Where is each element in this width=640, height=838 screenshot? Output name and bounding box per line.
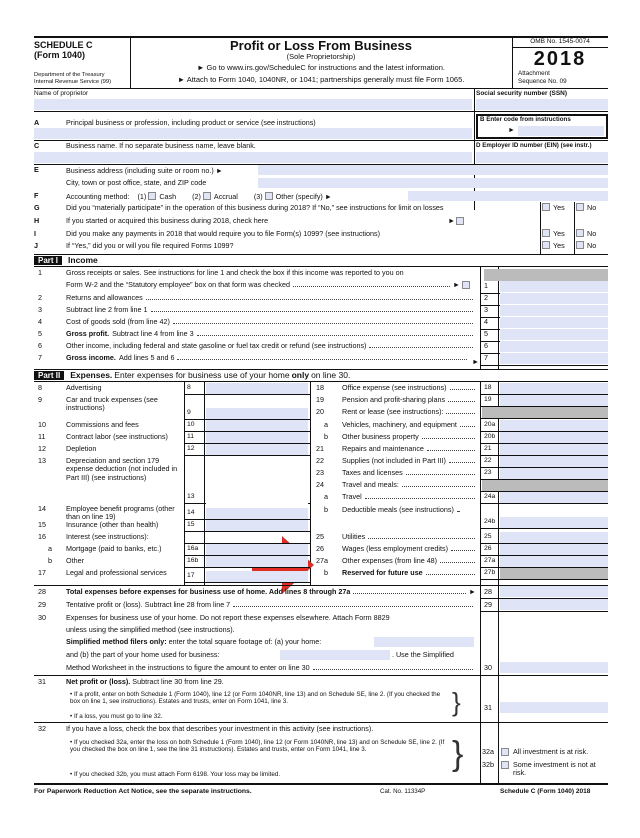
business-name-field[interactable] xyxy=(34,152,472,163)
line-30-business-label: and (b) the part of your home used for business: xyxy=(66,650,220,659)
part-1-title: Income xyxy=(68,255,98,265)
expense-24a-box-label: 24a xyxy=(484,493,496,500)
home-sqft-field[interactable] xyxy=(374,637,474,647)
cash-checkbox[interactable] xyxy=(148,192,156,200)
expense-11-field[interactable] xyxy=(206,432,308,443)
expense-20b-label: Other business property xyxy=(342,432,419,441)
ein-field[interactable] xyxy=(476,152,608,163)
expense-18-label: Office expense (see instructions) xyxy=(342,383,447,392)
expense-11-box-label: 11 xyxy=(187,433,195,440)
method-1-label: (1) xyxy=(137,192,147,201)
omb-number: OMB No. 1545-0074 xyxy=(530,38,590,45)
schedule-label: SCHEDULE C xyxy=(34,40,93,50)
net-profit-label: Net profit or (loss). xyxy=(66,677,131,686)
line-5-text: Gross profit. xyxy=(66,329,110,338)
proprietor-name-label: Name of proprietor xyxy=(34,90,89,97)
line-3-number: 3 xyxy=(38,305,42,314)
line-11-number: 11 xyxy=(38,432,46,441)
form-title: Profit or Loss From Business xyxy=(229,38,413,53)
line-6-text: Other income, including federal and state gasoline or fuel tax credit or refund (see instructions) xyxy=(66,341,367,350)
line-3-row xyxy=(66,306,476,314)
line-5-amount-field[interactable] xyxy=(500,329,608,340)
line-20-number: 20 xyxy=(316,407,324,416)
expense-9-field[interactable] xyxy=(206,408,308,419)
principal-business-field[interactable] xyxy=(34,128,472,139)
line-27a-number: 27a xyxy=(316,556,328,565)
expense-row-20a xyxy=(342,421,478,429)
line-i-label: I xyxy=(34,229,36,238)
line-29-text: Tentative profit or (loss). Subtract line 28 from line 7 xyxy=(66,600,231,609)
business-address-field[interactable] xyxy=(258,165,608,175)
all-at-risk-label: All investment is at risk. xyxy=(513,747,589,756)
line-28-number: 28 xyxy=(38,587,46,596)
line-15-number: 15 xyxy=(38,520,46,529)
form-subtitle: (Sole Proprietorship) xyxy=(286,52,356,61)
expense-20a-label: Vehicles, machinery, and equipment xyxy=(342,420,457,429)
expense-22-box-label: 22 xyxy=(484,457,492,464)
accounting-method-label: Accounting method: xyxy=(66,192,130,201)
instruction-line-1: ► Go to www.irs.gov/ScheduleC for instructions and the latest information. xyxy=(197,63,445,72)
brace-icon: } xyxy=(452,687,461,717)
part-2-header xyxy=(34,370,350,380)
expense-9-box-label: 9 xyxy=(187,409,191,416)
line-3-box-label: 3 xyxy=(484,305,488,314)
line-24-number: 24 xyxy=(316,480,324,489)
expense-row-26 xyxy=(342,545,478,553)
footer-form-name: Schedule C (Form 1040) 2018 xyxy=(500,788,591,795)
expense-19-box-label: 19 xyxy=(484,396,492,403)
line-1-text: Gross receipts or sales. See instructions for line 1 and check the box if this income was reported to you on xyxy=(66,268,404,277)
line-31-loss-text: • If a loss, you must go to line 32. xyxy=(70,713,163,720)
line-4-box-label: 4 xyxy=(484,317,488,326)
line-23-number: 23 xyxy=(316,468,324,477)
line-c-label: C xyxy=(34,141,40,150)
expense-16a-label: Mortgage (paid to banks, etc.) xyxy=(66,544,162,553)
line-13-number: 13 xyxy=(38,456,46,465)
expense-24b-box-label: 24b xyxy=(484,518,496,525)
expense-23-label: Taxes and licenses xyxy=(342,468,403,477)
paperwork-notice: For Paperwork Reduction Act Notice, see the separate instructions. xyxy=(34,788,252,795)
line-d-text: D Employer ID number (EIN) (see instr.) xyxy=(476,142,592,149)
expense-16b-box-label: 16b xyxy=(187,557,199,564)
expense-27a-box-label: 27a xyxy=(484,557,496,564)
i-no-checkbox[interactable] xyxy=(576,229,584,237)
line-30-box-label: 30 xyxy=(484,663,492,672)
line-2-text: Returns and allowances xyxy=(66,293,143,302)
business-sqft-field[interactable] xyxy=(280,650,390,660)
line-3-amount-field[interactable] xyxy=(500,305,608,316)
line-30-text: Expenses for business use of your home. Do not report these expenses elsewhere. Attach Form 8829 xyxy=(66,613,390,622)
line-32-text-3: • If you checked 32b, you must attach Form 6198. Your loss may be limited. xyxy=(70,771,281,778)
expense-row-25 xyxy=(342,533,478,541)
line-29-box-label: 29 xyxy=(484,600,492,609)
business-code-field[interactable] xyxy=(518,126,604,136)
part-2-title: Expenses. xyxy=(70,370,113,380)
line-b-text: B Enter code from instructions xyxy=(480,116,571,123)
line-4-row xyxy=(66,318,476,326)
line-26-number: 26 xyxy=(316,544,324,553)
line-31-text: Subtract line 30 from line 29. xyxy=(132,677,224,686)
line-i-text: Did you make any payments in 2018 that would require you to file Form(s) 1099? (see instructions) xyxy=(66,229,381,238)
line-6-number: 6 xyxy=(38,341,42,350)
ssn-field[interactable] xyxy=(476,99,608,110)
expense-17-label: Legal and professional services xyxy=(66,568,167,577)
proprietor-name-field[interactable] xyxy=(34,99,472,110)
arrow-icon: ► xyxy=(508,127,515,134)
expense-26-box-label: 26 xyxy=(484,545,492,552)
expense-19-label: Pension and profit-sharing plans xyxy=(342,395,446,404)
expense-14-label: Employee benefit programs (other than on line 19) xyxy=(66,504,175,522)
line-4-amount-field[interactable] xyxy=(500,317,608,328)
line-b-number: b xyxy=(48,556,52,565)
expense-row-20b xyxy=(342,433,478,441)
expense-26-label: Wages (less employment credits) xyxy=(342,544,448,553)
expense-21-label: Repairs and maintenance xyxy=(342,444,424,453)
expense-15-label: Insurance (other than health) xyxy=(66,520,159,529)
all-at-risk-checkbox[interactable] xyxy=(501,748,509,756)
expense-row-24a xyxy=(342,493,478,501)
expense-12-label: Depletion xyxy=(66,444,97,453)
some-not-at-risk-checkbox[interactable] xyxy=(501,761,509,769)
accrual-label: Accrual xyxy=(213,192,238,201)
brace-icon: } xyxy=(452,735,464,773)
expense-14-field[interactable] xyxy=(206,508,308,519)
line-4-number: 4 xyxy=(38,317,42,326)
line-h-text: If you started or acquired this business during 2018, check here xyxy=(66,216,269,225)
line-j-text: If “Yes,” did you or will you file required Forms 1099? xyxy=(66,241,234,250)
expense-20-label: Rent or lease (see instructions): xyxy=(342,407,444,416)
expense-row-27b xyxy=(342,569,478,577)
line-2-box-label: 2 xyxy=(484,293,488,302)
arrow-icon: ► xyxy=(448,216,456,225)
other-method-field[interactable] xyxy=(408,191,608,201)
expense-row-18 xyxy=(342,384,478,392)
line-2-number: 2 xyxy=(38,293,42,302)
line-24a-number: a xyxy=(324,492,328,501)
expense-8-label: Advertising xyxy=(66,383,102,392)
line-2-row xyxy=(66,294,476,302)
g-yes-checkbox[interactable] xyxy=(542,203,550,211)
i-no-label: No xyxy=(587,229,597,238)
expense-27a-label: Other expenses (from line 48) xyxy=(342,556,438,565)
attachment-label: Attachment xyxy=(518,70,550,77)
expense-row-22 xyxy=(342,457,478,465)
expense-row-27a xyxy=(342,557,478,565)
shaded-cell xyxy=(484,269,608,281)
schedule-c-form xyxy=(34,36,608,804)
expense-24-label: Travel and meals: xyxy=(342,480,399,489)
line-6-amount-field[interactable] xyxy=(500,341,608,352)
other-method-label: Other (specify) ► xyxy=(275,192,332,201)
cash-label: Cash xyxy=(159,192,177,201)
blank-cell xyxy=(206,492,308,504)
line-5-box-label: 5 xyxy=(484,329,488,338)
line-32-number: 32 xyxy=(38,724,46,733)
g-no-checkbox[interactable] xyxy=(576,203,584,211)
line-g-text: Did you “materially participate” in the operation of this business during 2018? If “No,” see instructions for limit on losses xyxy=(66,203,444,212)
line-f-label: F xyxy=(34,191,39,200)
line-17-number: 17 xyxy=(38,568,46,577)
expense-27a-field[interactable] xyxy=(500,556,608,567)
method-3-label: (3) xyxy=(253,192,263,201)
line-22-number: 22 xyxy=(316,456,324,465)
expense-26-field[interactable] xyxy=(500,544,608,555)
part-2-tag: Part II xyxy=(34,371,64,380)
expense-8-box-label: 8 xyxy=(187,384,191,391)
expense-10-field[interactable] xyxy=(206,420,308,431)
expense-19-field[interactable] xyxy=(500,395,608,406)
part-1-header xyxy=(34,255,98,265)
line-5-text-2: Subtract line 4 from line 3 xyxy=(112,329,194,338)
expense-15-box-label: 15 xyxy=(187,521,195,528)
line-j-label: J xyxy=(34,241,38,250)
line-30-home-label: enter the total square footage of: (a) your home: xyxy=(168,637,322,646)
tax-year: 2018 xyxy=(533,48,587,70)
part-2-only: only xyxy=(291,370,310,380)
line-31-profit-text: • If a profit, enter on both Schedule 1 (Form 1040), line 12 (or Form 1040NR, line 13) and on Schedule SE, line 2. (If you checked the box on line 1, see instructions). Estates and trusts, enter on Form 1041, line 3. xyxy=(70,691,441,706)
expense-row-19 xyxy=(342,396,478,404)
arrow-icon: ► xyxy=(452,280,460,289)
expense-20b-field[interactable] xyxy=(500,432,608,443)
expense-8-field[interactable] xyxy=(206,383,308,394)
line-28-text: Total expenses before expenses for business use of home. Add lines 8 through 27a xyxy=(66,587,351,596)
line-1-box-label: 1 xyxy=(484,281,488,290)
expense-24b-label: Deductible meals (see instructions) xyxy=(342,505,454,514)
arrow-icon: ► xyxy=(472,357,480,366)
line-21-number: 21 xyxy=(316,444,324,453)
line-19-number: 19 xyxy=(316,395,324,404)
line-28-field[interactable] xyxy=(500,586,608,597)
line-25-number: 25 xyxy=(316,532,324,541)
line-31-field[interactable] xyxy=(500,702,608,713)
form-label: (Form 1040) xyxy=(34,50,86,60)
line-32b-label: 32b xyxy=(482,760,494,769)
line-7-box-label: 7 xyxy=(484,353,488,362)
instruction-line-2: ► Attach to Form 1040, 1040NR, or 1041; partnerships generally must file Form 1065. xyxy=(177,75,465,84)
expense-13-box-label: 13 xyxy=(187,493,195,500)
line-30-text-2: unless using the simplified method (see instructions). xyxy=(66,625,235,634)
expense-9-label: Car and truck expenses (see instructions) xyxy=(66,395,158,413)
line-7-number: 7 xyxy=(38,353,42,362)
accrual-checkbox[interactable] xyxy=(203,192,211,200)
line-16-number: 16 xyxy=(38,532,46,541)
line-20b-number: b xyxy=(324,432,328,441)
expense-row-24b xyxy=(342,506,462,514)
expense-22-label: Supplies (not included in Part III) xyxy=(342,456,446,465)
expense-24a-label: Travel xyxy=(342,492,362,501)
expense-21-box-label: 21 xyxy=(484,445,492,452)
expense-27b-box-label: 27b xyxy=(484,569,496,576)
line-1-number: 1 xyxy=(38,268,42,277)
expense-24a-field[interactable] xyxy=(500,492,608,503)
statutory-employee-checkbox[interactable] xyxy=(462,281,470,289)
expense-16b-field[interactable] xyxy=(206,556,308,567)
expense-25-box-label: 25 xyxy=(484,533,492,540)
line-a-number: a xyxy=(48,544,52,553)
expense-16b-label: Other xyxy=(66,556,84,565)
line-2-amount-field[interactable] xyxy=(500,293,608,304)
line-a-text: Principal business or profession, including product or service (see instructions) xyxy=(66,118,316,127)
expense-14-box-label: 14 xyxy=(187,509,195,516)
expense-17-field[interactable] xyxy=(206,571,308,582)
line-1-row xyxy=(66,281,462,289)
dept-label: Department of the Treasury xyxy=(34,72,105,78)
line-7-row xyxy=(66,354,470,362)
line-27b-number: b xyxy=(324,568,328,577)
line-29-field[interactable] xyxy=(500,599,608,610)
line-30-simplified-text: . Use the Simplified xyxy=(392,650,454,659)
j-yes-checkbox[interactable] xyxy=(542,241,550,249)
part-2-subtitle-end: on line 30. xyxy=(311,370,351,380)
line-e-label: E xyxy=(34,165,39,174)
catalog-number: Cat. No. 11334P xyxy=(380,788,426,795)
expense-row-20 xyxy=(342,408,478,416)
line-e-text: Business address (including suite or room no.) ► xyxy=(66,166,223,175)
line-32-text: If you have a loss, check the box that describes your investment in this activity (see instructions). xyxy=(66,724,374,733)
expense-23-field[interactable] xyxy=(500,468,608,479)
line-6-row xyxy=(66,342,476,350)
g-yes-label: Yes xyxy=(553,203,565,212)
line-14-number: 14 xyxy=(38,504,46,513)
line-31-number: 31 xyxy=(38,677,46,686)
expense-11-label: Contract labor (see instructions) xyxy=(66,432,168,441)
line-5-row xyxy=(66,330,476,338)
line-g-label: G xyxy=(34,203,40,212)
line-30-text-3: Method Worksheet in the instructions to figure the amount to enter on line 30 xyxy=(66,663,310,672)
accounting-method-row xyxy=(66,192,332,201)
other-method-checkbox[interactable] xyxy=(265,192,273,200)
expense-20a-field[interactable] xyxy=(500,420,608,431)
expense-12-field[interactable] xyxy=(206,444,308,455)
line-30-row xyxy=(66,664,476,672)
expense-16a-field[interactable] xyxy=(206,544,308,555)
i-yes-checkbox[interactable] xyxy=(542,229,550,237)
line-a-label: A xyxy=(34,118,40,127)
line-8-number: 8 xyxy=(38,383,42,392)
g-no-label: No xyxy=(587,203,597,212)
line-3-text: Subtract line 2 from line 1 xyxy=(66,305,148,314)
ssn-label: Social security number (SSN) xyxy=(476,90,568,97)
expense-18-field[interactable] xyxy=(500,383,608,394)
expense-17-box-label: 17 xyxy=(187,572,195,579)
expense-18-box-label: 18 xyxy=(484,384,492,391)
expense-15-field[interactable] xyxy=(206,520,308,531)
expense-row-23 xyxy=(342,469,478,477)
irs-label: Internal Revenue Service (99) xyxy=(34,79,112,85)
expense-25-label: Utilities xyxy=(342,532,366,541)
line-6-box-label: 6 xyxy=(484,341,488,350)
expense-10-label: Commissions and fees xyxy=(66,420,139,429)
city-state-zip-field[interactable] xyxy=(258,178,608,188)
line-7-amount-field[interactable] xyxy=(500,353,608,364)
expense-27b-label: Reserved for future use xyxy=(342,568,423,577)
line-1-amount-field[interactable] xyxy=(500,281,608,292)
expense-20a-box-label: 20a xyxy=(484,421,496,428)
arrow-icon: ► xyxy=(468,587,476,596)
j-yes-label: Yes xyxy=(553,241,565,250)
line-5-number: 5 xyxy=(38,329,42,338)
line-9-number: 9 xyxy=(38,395,42,404)
j-no-label: No xyxy=(587,241,597,250)
i-yes-label: Yes xyxy=(553,229,565,238)
line-30-number: 30 xyxy=(38,613,46,622)
started-business-checkbox[interactable] xyxy=(456,217,464,225)
expense-13-label: Depreciation and section 179 expense deduction (not included in Part III) (see instructions) xyxy=(66,456,178,482)
sequence-number: Sequence No. 09 xyxy=(518,78,567,85)
expense-27b-field xyxy=(500,568,608,579)
part-2-subtitle: Enter expenses for business use of your home xyxy=(114,370,290,380)
line-20a-number: a xyxy=(324,420,328,429)
expense-row-24 xyxy=(342,481,478,489)
j-no-checkbox[interactable] xyxy=(576,241,584,249)
line-10-number: 10 xyxy=(38,420,46,429)
expense-10-box-label: 10 xyxy=(187,421,195,428)
line-32-text-2: • If you checked 32a, enter the loss on both Schedule 1 (Form 1040), line 12 (or Form 1040NR, line 13) and on Schedule SE, line 2. (If you checked the box on line 1, see the line 31 instructions). Estates and trusts, enter on Form 1041, line 3. xyxy=(70,739,445,754)
expense-row-21 xyxy=(342,445,478,453)
line-e-city: City, town or post office, state, and ZIP code xyxy=(66,178,207,187)
line-4-text: Cost of goods sold (from line 42) xyxy=(66,317,170,326)
line-18-number: 18 xyxy=(316,383,324,392)
line-24b-number: b xyxy=(324,505,328,514)
line-28-box-label: 28 xyxy=(484,587,492,596)
expense-23-box-label: 23 xyxy=(484,469,492,476)
line-29-row xyxy=(66,601,476,609)
line-c-text: Business name. If no separate business name, leave blank. xyxy=(66,141,256,150)
expense-16-label: Interest (see instructions): xyxy=(66,532,149,541)
line-7-text-2: Add lines 5 and 6 xyxy=(118,353,175,362)
part-1-tag: Part I xyxy=(34,256,62,265)
line-7-text: Gross income. xyxy=(66,353,116,362)
expense-16a-box-label: 16a xyxy=(187,545,199,552)
line-31-box-label: 31 xyxy=(484,703,492,712)
line-h-label: H xyxy=(34,216,40,225)
line-12-number: 12 xyxy=(38,444,46,453)
expense-20b-box-label: 20b xyxy=(484,433,496,440)
method-2-label: (2) xyxy=(192,192,201,201)
line-29-number: 29 xyxy=(38,600,46,609)
expense-12-box-label: 12 xyxy=(187,445,195,452)
line-28-row xyxy=(66,588,476,596)
simplified-method-label: Simplified method filers only: xyxy=(66,637,167,646)
some-not-at-risk-label: Some investment is not at risk. xyxy=(513,760,596,778)
expense-24b-field[interactable] xyxy=(500,517,608,528)
line-1-text-2: Form W-2 and the “Statutory employee” box on that form was checked xyxy=(66,280,290,289)
expense-21-field[interactable] xyxy=(500,444,608,455)
line-32a-label: 32a xyxy=(482,747,494,756)
line-30-field[interactable] xyxy=(500,662,608,673)
expense-25-field[interactable] xyxy=(500,532,608,543)
expense-22-field[interactable] xyxy=(500,456,608,467)
